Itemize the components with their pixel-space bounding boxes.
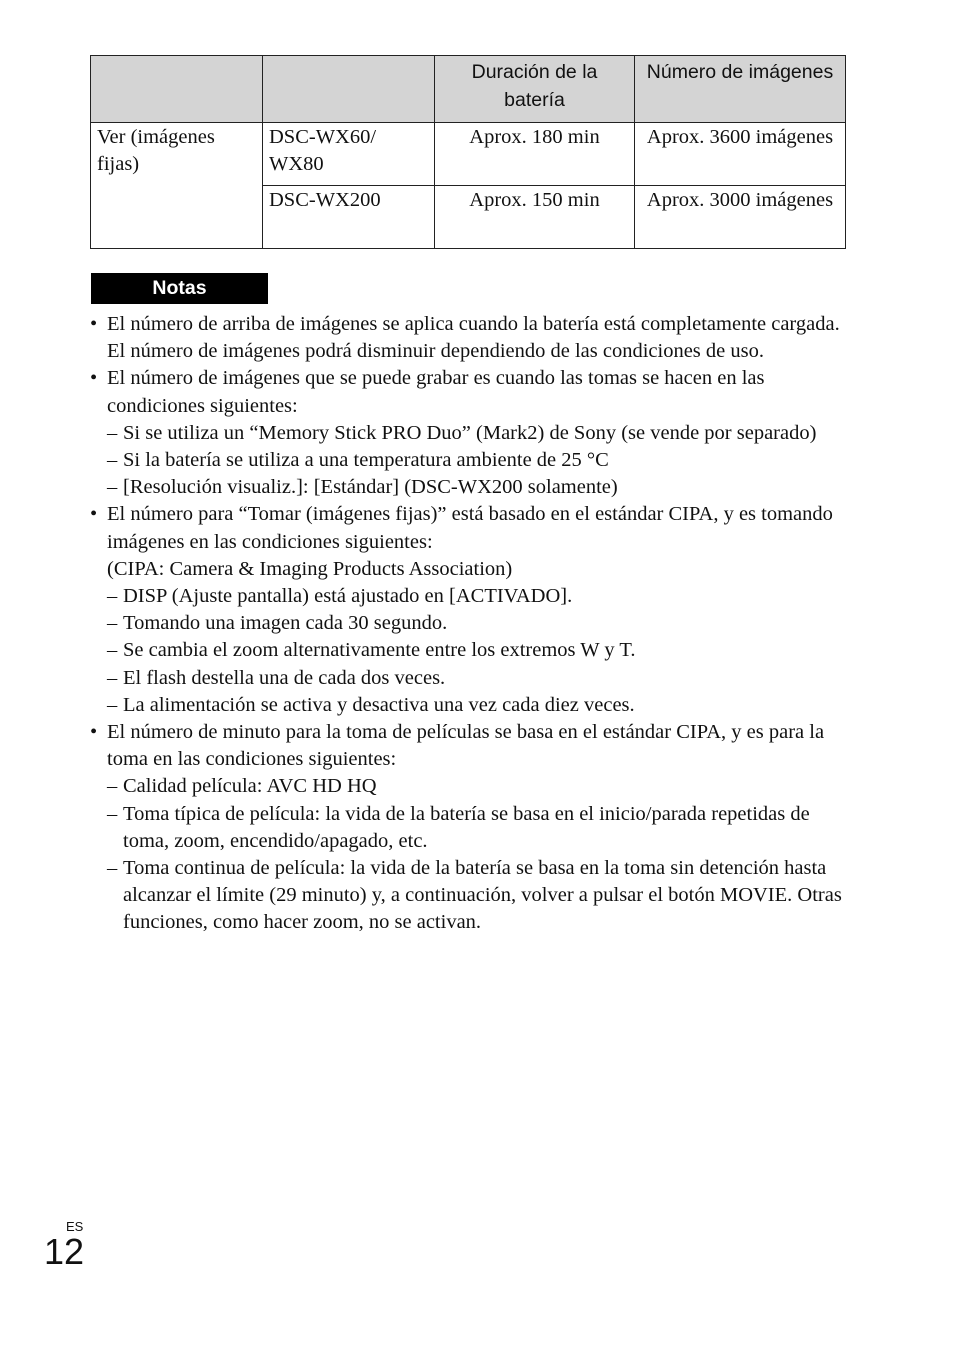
- table-header-images: Número de imágenes: [635, 56, 846, 123]
- sub-item-text: La alimentación se activa y desactiva una vez cada diez veces.: [123, 693, 635, 716]
- dash-icon: –: [107, 639, 118, 662]
- bullet-icon: •: [90, 313, 98, 335]
- dash-icon: –: [107, 666, 118, 689]
- note-item: [90, 501, 850, 555]
- notes-list: [90, 311, 850, 937]
- note-extra: (CIPA: Camera & Imaging Products Association): [107, 557, 513, 580]
- note-text: El número de arriba de imágenes se aplica cuando la batería está completamente cargada. El número de imágenes podrá disminuir dependiendo de las condiciones de uso.: [107, 313, 840, 363]
- table-header-blank-1: [91, 56, 263, 123]
- sub-item-text: Se cambia el zoom alternativamente entre los extremos W y T.: [123, 639, 636, 662]
- sub-item: [90, 610, 850, 637]
- table-header-duration: Duración de la batería: [435, 56, 635, 123]
- note-text: El número de imágenes que se puede grabar es cuando las tomas se hacen en las condiciones siguientes:: [107, 367, 765, 417]
- bullet-icon: •: [90, 721, 98, 744]
- sub-item: [90, 801, 850, 855]
- dash-icon: –: [107, 476, 118, 499]
- bullet-icon: •: [90, 367, 98, 390]
- sub-item-text: [Resolución visualiz.]: [Estándar] (DSC-WX200 solamente): [123, 476, 618, 499]
- sub-item: [90, 773, 850, 800]
- note-text: El número de minuto para la toma de películas se basa en el estándar CIPA, y es para la toma en las condiciones siguientes:: [107, 721, 825, 771]
- sub-item: [90, 665, 850, 692]
- sub-item-text: El flash destella una de cada dos veces.: [123, 666, 446, 689]
- dash-icon: –: [107, 449, 118, 472]
- sub-item: [90, 420, 850, 447]
- table-cell-model: DSC-WX60/ WX80: [263, 123, 435, 186]
- dash-icon: –: [107, 857, 118, 880]
- sub-item-text: Toma típica de película: la vida de la batería se basa en el inicio/parada repetidas de toma, zoom, encendido/apagado, etc.: [123, 802, 810, 852]
- note-text: El número para “Tomar (imágenes fijas)” está basado en el estándar CIPA, y es tomando imágenes en las condiciones siguientes:: [107, 503, 833, 553]
- page-language: ES: [66, 1219, 84, 1234]
- page-number: 12: [44, 1231, 85, 1272]
- table-row: [91, 123, 846, 186]
- dash-icon: –: [107, 421, 118, 444]
- sub-item-text: Si la batería se utiliza a una temperatura ambiente de 25 °C: [123, 449, 609, 472]
- battery-table: [90, 55, 846, 249]
- table-cell-images: Aprox. 3000 imágenes: [635, 186, 846, 249]
- table-header-row: [91, 56, 846, 123]
- table-cell-model: DSC-WX200: [263, 186, 435, 249]
- dash-icon: –: [107, 775, 118, 798]
- sub-item-text: DISP (Ajuste pantalla) está ajustado en [ACTIVADO].: [123, 585, 573, 608]
- notes-heading: Notas: [91, 273, 268, 304]
- note-item: [90, 311, 850, 365]
- note-item: [90, 365, 850, 419]
- note-item: [90, 719, 850, 773]
- table-header-blank-2: [263, 56, 435, 123]
- sub-item-text: Calidad película: AVC HD HQ: [123, 775, 377, 798]
- sub-item-text: Tomando una imagen cada 30 segundo.: [123, 612, 448, 635]
- sub-item: [90, 692, 850, 719]
- dash-icon: –: [107, 693, 118, 716]
- sub-item: [90, 474, 850, 501]
- dash-icon: –: [107, 585, 118, 608]
- sub-item-text: Si se utiliza un “Memory Stick PRO Duo” (Mark2) de Sony (se vende por separado): [123, 421, 817, 444]
- sub-item: [90, 583, 850, 610]
- table-cell-images: Aprox. 3600 imágenes: [635, 123, 846, 186]
- bullet-icon: •: [90, 503, 98, 526]
- dash-icon: –: [107, 802, 118, 825]
- sub-item: [90, 447, 850, 474]
- table-cell-duration: Aprox. 150 min: [435, 186, 635, 249]
- dash-icon: –: [107, 612, 118, 635]
- table-cell-duration: Aprox. 180 min: [435, 123, 635, 186]
- sub-item: [90, 637, 850, 664]
- sub-item: [90, 855, 850, 937]
- sub-item-text: Toma continua de película: la vida de la batería se basa en la toma sin detención hasta alcanzar el límite (29 minuto) y, a continuación, volver a pulsar el botón MOVIE. Otras funciones, como hacer zoom, no se activan.: [123, 857, 842, 934]
- table-row-label: Ver (imágenes fijas): [91, 123, 263, 249]
